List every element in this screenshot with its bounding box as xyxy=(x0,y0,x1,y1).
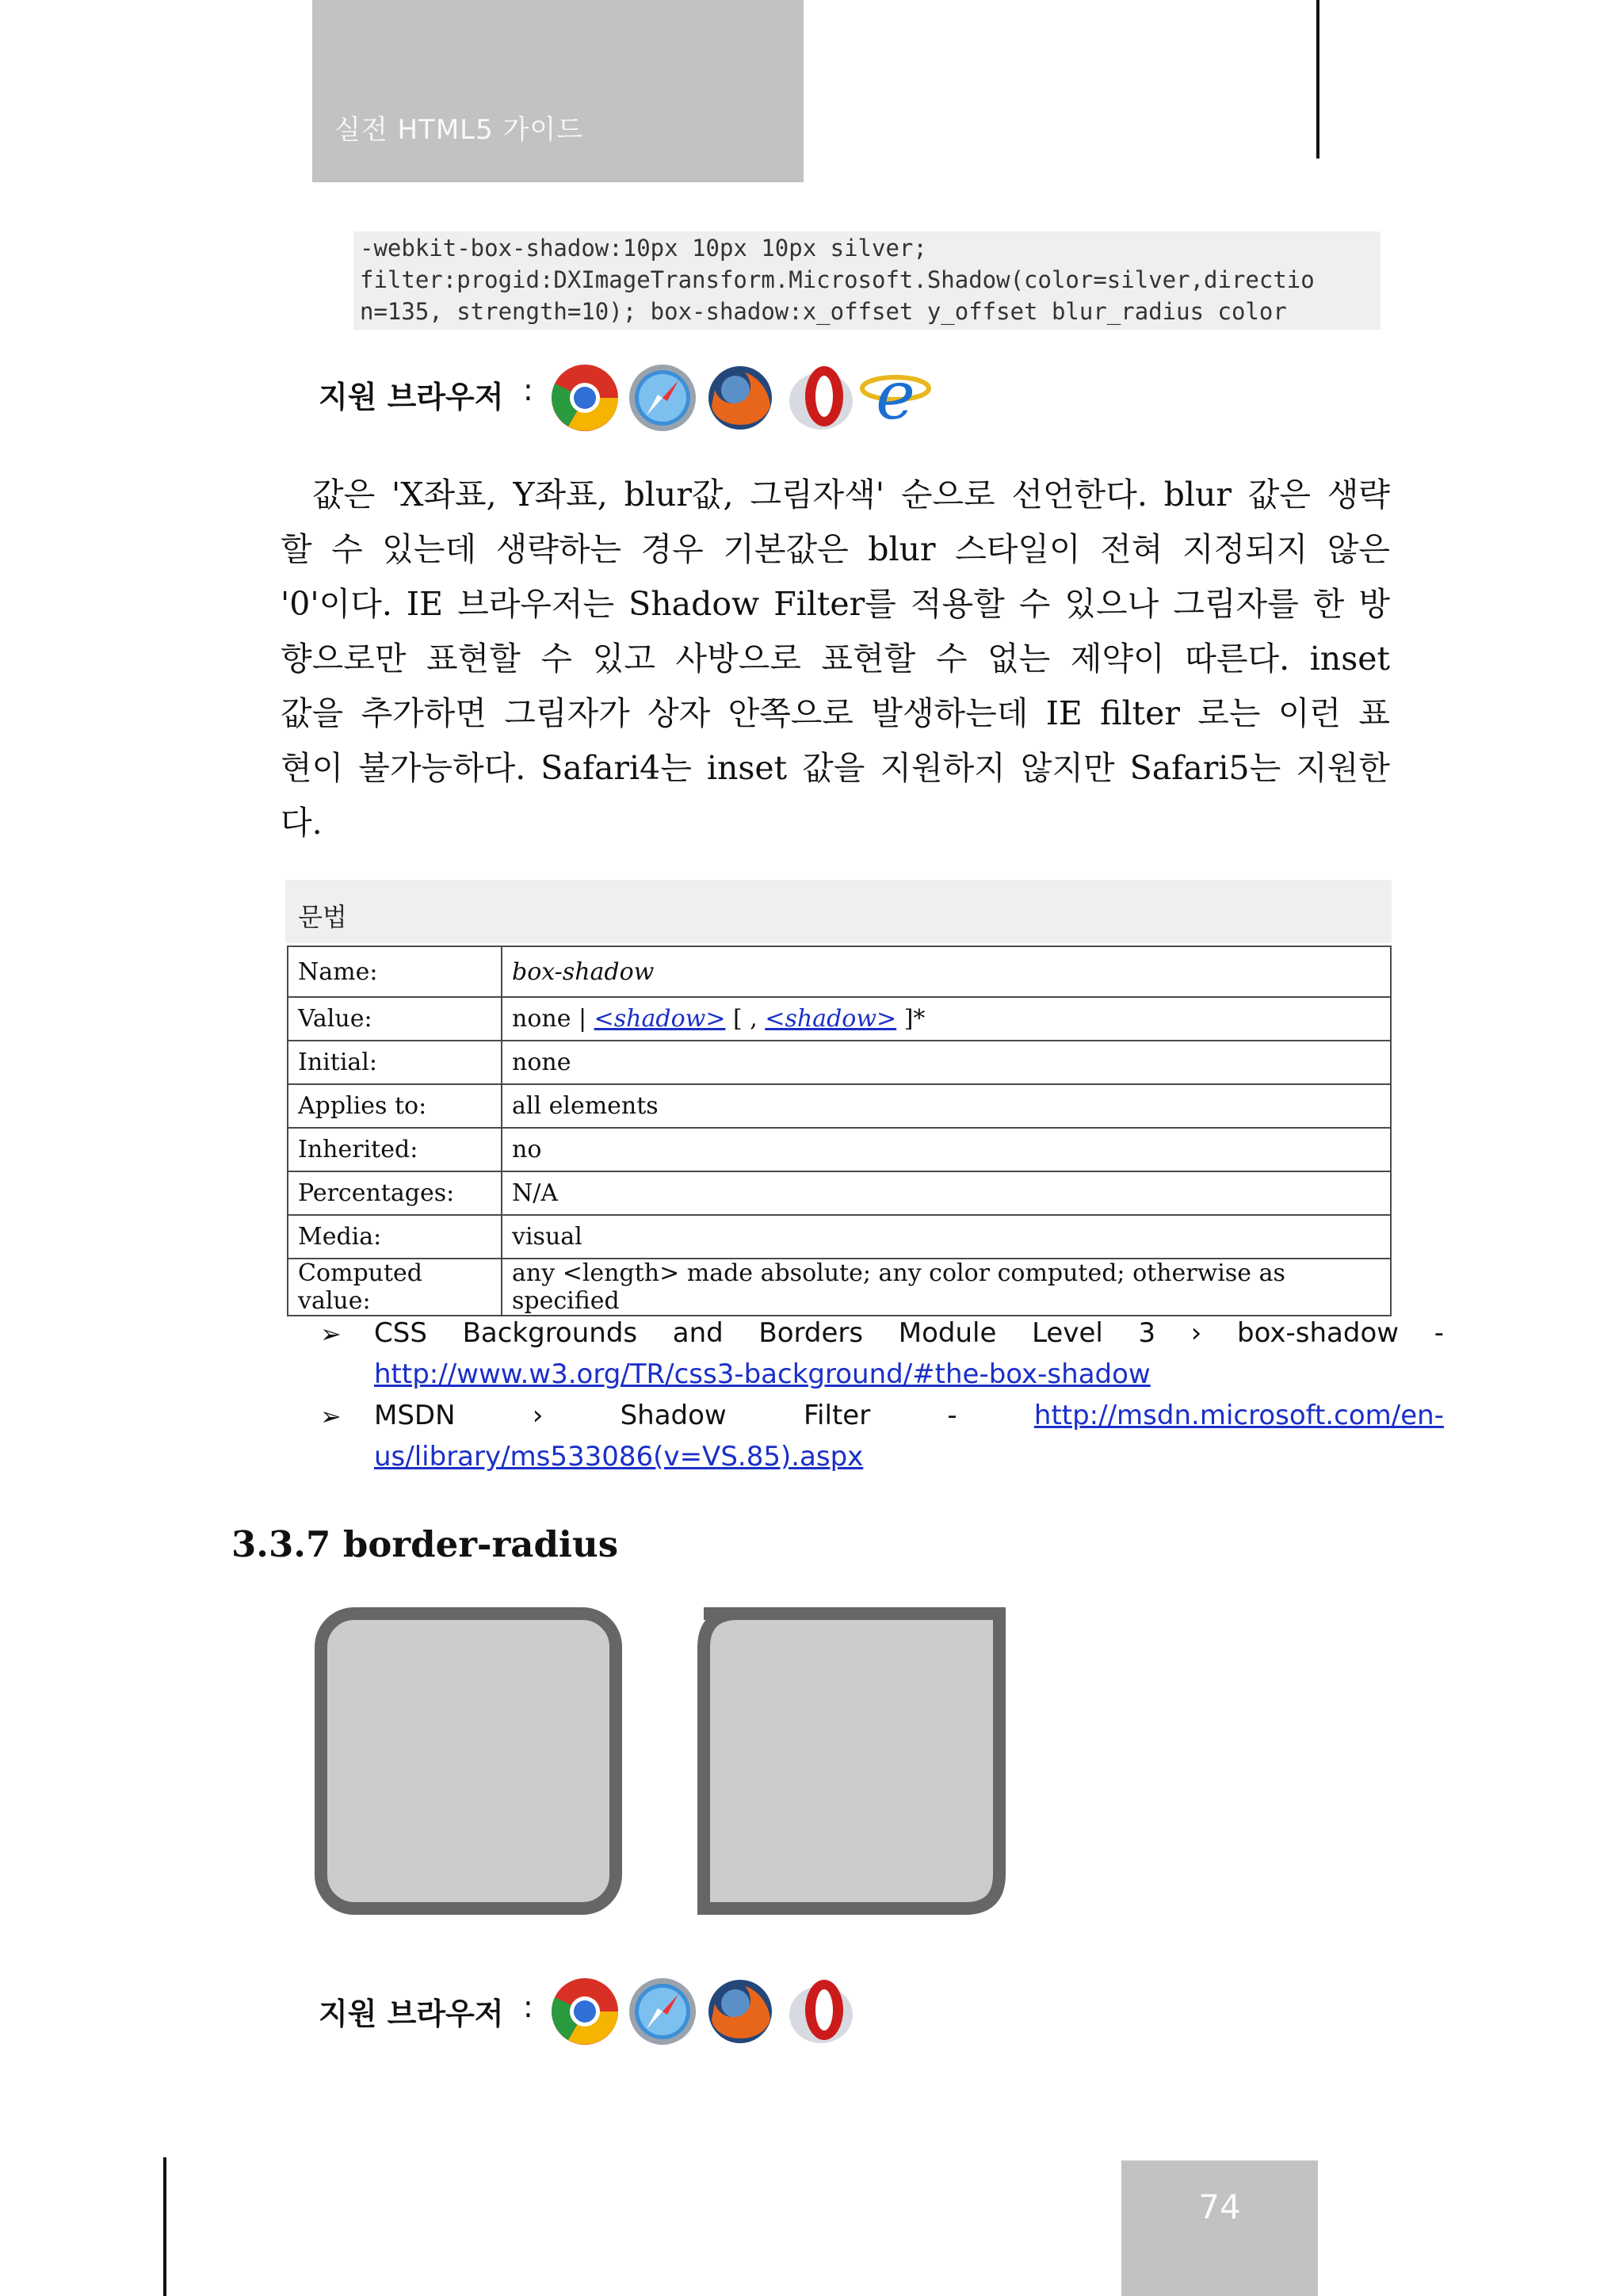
svg-text:e: e xyxy=(876,361,915,434)
ref-word: 3 xyxy=(1138,1317,1156,1349)
safari-icon xyxy=(626,1975,699,2048)
code-line: -webkit-box-shadow:10px 10px 10px silver; xyxy=(360,235,927,262)
firefox-icon xyxy=(704,1975,777,2048)
row-key: Name: xyxy=(288,946,502,997)
row-value: visual xyxy=(502,1215,1391,1259)
ie-icon xyxy=(859,361,932,434)
ref-word: and xyxy=(672,1317,724,1349)
msdn-link-part1[interactable]: http://msdn.microsoft.com/en- xyxy=(1033,1400,1444,1431)
bottom-rule xyxy=(163,2157,166,2296)
value-prefix: none | xyxy=(512,1005,594,1033)
table-row xyxy=(288,1128,1391,1171)
table-row xyxy=(288,1084,1391,1128)
ref-word: Borders xyxy=(758,1317,864,1349)
page-number-box xyxy=(1121,2160,1318,2296)
value-suffix: ]* xyxy=(896,1005,926,1033)
supported-browsers-label: 지원 브라우저 xyxy=(319,380,504,415)
ref-word: Filter xyxy=(803,1400,871,1431)
row-value: all elements xyxy=(502,1084,1391,1128)
paragraph-line: 값은 'X좌표, Y좌표, blur값, 그림자색' 순으로 선언한다. blur 값은 생략 xyxy=(312,476,1390,514)
browser-logos xyxy=(548,1975,854,2048)
paragraph-line: 값을 추가하면 그림자가 상자 안쪽으로 발생하는데 IE filter 로는 이런 표 xyxy=(281,694,1390,732)
table-row xyxy=(288,1215,1391,1259)
row-value: any <length> made absolute; any color computed; otherwise as specified xyxy=(502,1259,1391,1316)
shadow-link[interactable]: <shadow> xyxy=(594,1005,726,1033)
chrome-icon xyxy=(548,361,621,434)
shadow-link[interactable]: <shadow> xyxy=(765,1005,897,1033)
reference-1-title xyxy=(374,1317,1444,1349)
table-row xyxy=(288,1171,1391,1215)
table-row xyxy=(288,1041,1391,1084)
code-block xyxy=(353,231,1381,330)
table-row xyxy=(288,946,1391,997)
ref-word: Module xyxy=(898,1317,997,1349)
paragraph-line: 할 수 있는데 생략하는 경우 기본값은 blur 스타일이 전혀 지정되지 않은 xyxy=(281,530,1390,568)
safari-icon xyxy=(626,361,699,434)
border-radius-demo xyxy=(313,1606,1010,1923)
top-rule xyxy=(1316,0,1319,159)
colon: : xyxy=(523,372,533,407)
row-key: Initial: xyxy=(288,1041,502,1084)
rounded-all-box xyxy=(321,1614,616,1908)
row-key: Value: xyxy=(288,997,502,1041)
firefox-icon xyxy=(704,361,777,434)
opera-icon xyxy=(781,1975,854,2048)
header-band xyxy=(312,0,804,182)
row-value xyxy=(502,997,1391,1041)
page-number: 74 xyxy=(1198,2187,1241,2226)
msdn-link-part2[interactable]: us/library/ms533086(v=VS.85).aspx xyxy=(374,1441,864,1473)
row-key: Applies to: xyxy=(288,1084,502,1128)
chrome-icon xyxy=(548,1975,621,2048)
opera-icon xyxy=(781,361,854,434)
reference-2-title xyxy=(374,1400,1444,1431)
book-title: 실전 HTML5 가이드 xyxy=(334,114,584,146)
rounded-two-corners-box xyxy=(704,1614,999,1908)
ref-word: Shadow xyxy=(620,1400,727,1431)
code-line: filter:progid:DXImageTransform.Microsoft.Shadow(color=silver,directio xyxy=(360,266,1315,293)
row-value: no xyxy=(502,1128,1391,1171)
browser-logos xyxy=(548,361,932,434)
ref-word: › xyxy=(1190,1317,1202,1349)
ref-word: - xyxy=(947,1400,957,1431)
table-row xyxy=(288,1259,1391,1316)
ref-word: - xyxy=(1434,1317,1444,1349)
description-paragraph xyxy=(281,468,1390,850)
ref-word: Level xyxy=(1032,1317,1103,1349)
table-row xyxy=(288,997,1391,1041)
section-heading: 3.3.7 border-radius xyxy=(231,1523,619,1565)
syntax-header xyxy=(285,880,1392,943)
ref-word: box-shadow xyxy=(1237,1317,1400,1349)
row-value: N/A xyxy=(502,1171,1391,1215)
paragraph-line: 현이 불가능하다. Safari4는 inset 값을 지원하지 않지만 Safari5는 지원한 xyxy=(281,749,1390,787)
row-key: Inherited: xyxy=(288,1128,502,1171)
code-line: n=135, strength=10); box-shadow:x_offset y_offset blur_radius color xyxy=(360,298,1287,325)
paragraph-line: '0'이다. IE 브라우저는 Shadow Filter를 적용할 수 있으나 그림자를 한 방 xyxy=(281,585,1390,623)
row-value: none xyxy=(502,1041,1391,1084)
row-key: Percentages: xyxy=(288,1171,502,1215)
bullet-arrow-icon: ➢ xyxy=(320,1401,342,1431)
value-mid: [ , xyxy=(725,1005,766,1033)
row-key: Computed value: xyxy=(288,1259,502,1316)
colon: : xyxy=(523,1989,533,2024)
row-value: box-shadow xyxy=(502,946,1391,997)
syntax-title: 문법 xyxy=(298,902,347,932)
reference-1-link[interactable] xyxy=(374,1358,1151,1390)
w3c-link[interactable]: http://www.w3.org/TR/css3-background/#the-box-shadow xyxy=(374,1358,1151,1390)
ref-word: MSDN xyxy=(374,1400,456,1431)
paragraph-line: 다. xyxy=(281,804,323,842)
ref-word: CSS xyxy=(374,1317,427,1349)
ref-word: › xyxy=(532,1400,544,1431)
property-table xyxy=(287,946,1392,1316)
reference-2-link[interactable] xyxy=(374,1441,863,1473)
bullet-arrow-icon: ➢ xyxy=(320,1319,342,1349)
ref-word: Backgrounds xyxy=(462,1317,638,1349)
row-key: Media: xyxy=(288,1215,502,1259)
supported-browsers-label: 지원 브라우저 xyxy=(319,1996,504,2031)
paragraph-line: 향으로만 표현할 수 있고 사방으로 표현할 수 없는 제약이 따른다. inset xyxy=(281,640,1390,678)
